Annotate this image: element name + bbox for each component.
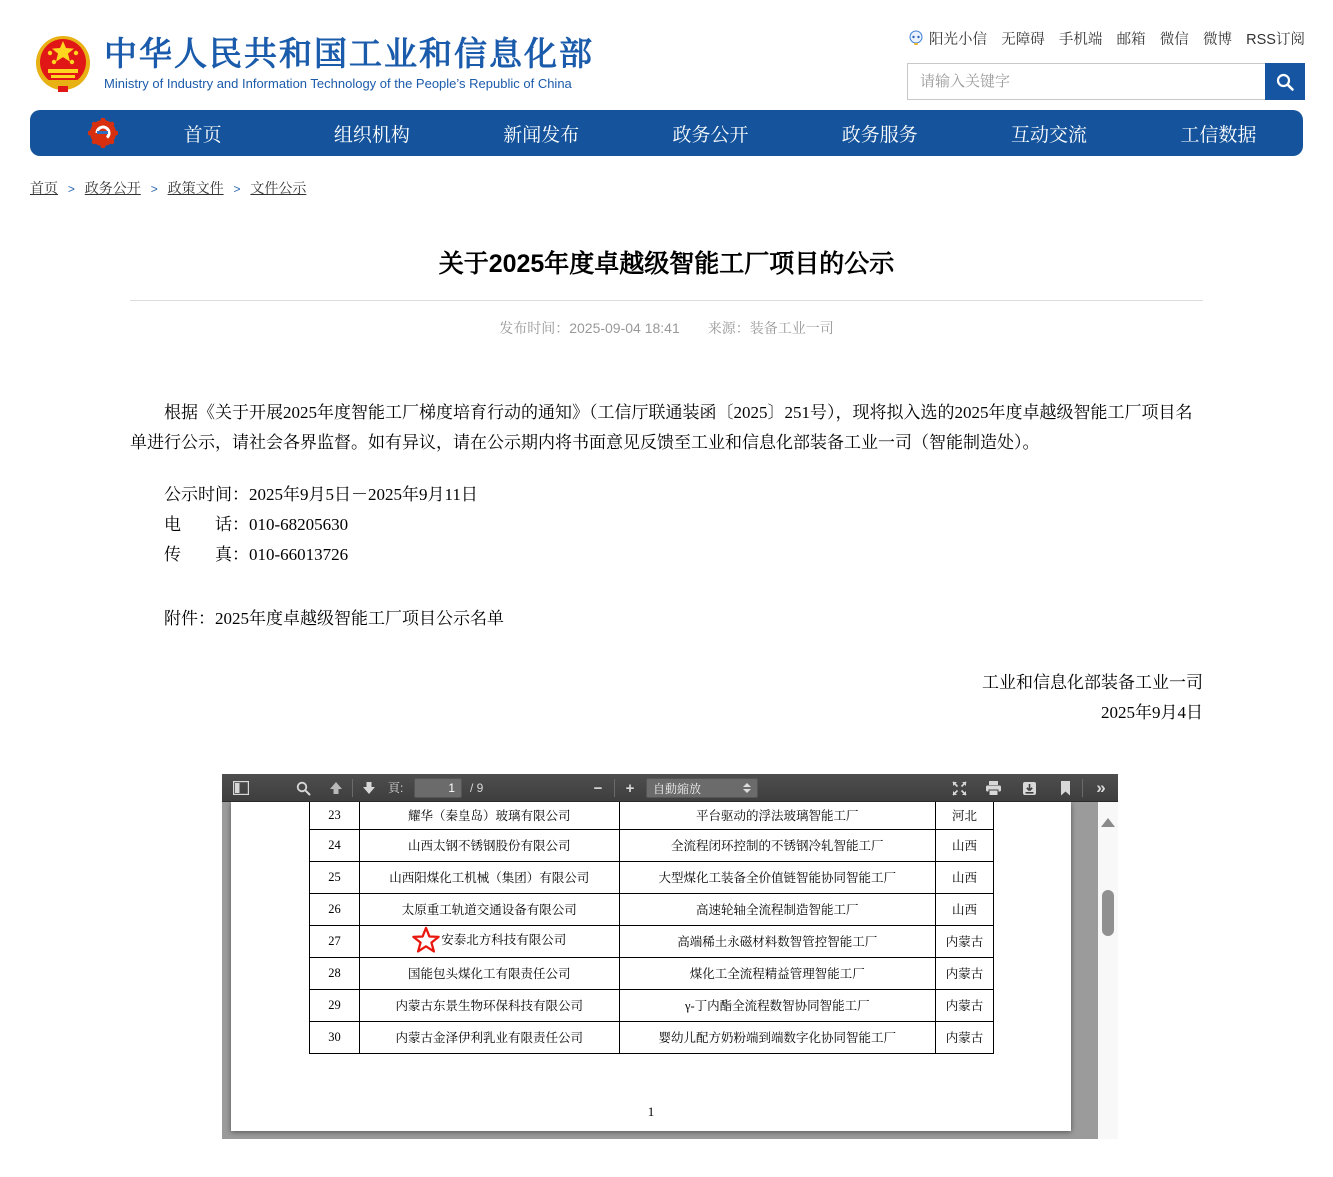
pdf-page-number: 1 xyxy=(647,1103,655,1119)
sidebar-toggle-button[interactable] xyxy=(230,777,252,799)
row-number: 25 xyxy=(310,861,360,893)
page-number-label: 頁: xyxy=(388,781,404,795)
site-brand xyxy=(34,26,594,100)
article xyxy=(130,244,1203,1139)
xiaoxin-robot-icon xyxy=(907,29,925,47)
factory-list-table xyxy=(309,802,994,1054)
table-row xyxy=(310,861,994,893)
toolbar-separator xyxy=(1082,779,1083,797)
presentation-mode-button[interactable] xyxy=(948,777,970,799)
breadcrumb-gov-disclosure[interactable]: 政务公开 xyxy=(84,180,141,196)
phone-line: 电 话：010-68205630 xyxy=(164,515,349,534)
fax-line: 传 真：010-66013726 xyxy=(164,545,349,564)
search-button[interactable] xyxy=(1265,63,1305,100)
quick-link-rss[interactable]: RSS订阅 xyxy=(1246,32,1305,48)
signature-date: 2025年9月4日 xyxy=(1101,703,1203,722)
title-divider xyxy=(130,300,1203,301)
article-source: 来源：装备工业一司 xyxy=(707,320,834,336)
zoom-mode-select[interactable] xyxy=(646,778,758,798)
site-header xyxy=(0,0,1333,100)
nav-item-home[interactable]: 首页 xyxy=(183,124,222,146)
search-icon xyxy=(296,781,311,796)
nav-item-miit-data[interactable]: 工信数据 xyxy=(1180,124,1257,146)
row-number: 30 xyxy=(310,1021,360,1053)
project-cell: 平台驱动的浮法玻璃智能工厂 xyxy=(619,802,935,829)
pdf-scrollbar[interactable] xyxy=(1098,802,1118,1139)
national-emblem-logo xyxy=(34,31,92,95)
project-cell: 煤化工全流程精益管理智能工厂 xyxy=(619,957,935,989)
region-cell: 内蒙古 xyxy=(936,957,994,989)
attachment-link[interactable]: 附件：2025年度卓越级智能工厂项目公示名单 xyxy=(164,609,504,628)
breadcrumb-policy-files[interactable]: 政策文件 xyxy=(167,180,224,196)
fullscreen-icon xyxy=(952,781,967,796)
page-number-input[interactable] xyxy=(414,778,462,798)
project-cell: γ-丁内酯全流程数智协同智能工厂 xyxy=(619,989,935,1021)
search-icon xyxy=(1275,72,1295,92)
row-number: 29 xyxy=(310,989,360,1021)
publicity-period: 公示时间：2025年9月5日－2025年9月11日 xyxy=(164,485,478,504)
page-up-button[interactable] xyxy=(325,777,347,799)
pdf-viewport[interactable] xyxy=(222,802,1118,1139)
quick-link-mail[interactable]: 邮箱 xyxy=(1116,32,1146,48)
row-number: 26 xyxy=(310,893,360,925)
site-subtitle: Ministry of Industry and Information Technology of the People’s Republic of China xyxy=(104,75,572,91)
arrow-down-icon xyxy=(362,781,376,795)
row-number: 23 xyxy=(310,802,360,829)
project-cell: 高端稀土永磁材料数智管控智能工厂 xyxy=(619,925,935,957)
site-title: 中华人民共和国工业和信息化部 xyxy=(104,35,594,73)
quick-link-wechat[interactable]: 微信 xyxy=(1159,32,1189,48)
arrow-up-icon xyxy=(329,781,343,795)
company-cell: 太原重工轨道交通设备有限公司 xyxy=(359,893,619,925)
nav-item-interaction[interactable]: 互动交流 xyxy=(1011,124,1088,146)
region-cell: 内蒙古 xyxy=(936,925,994,957)
region-cell: 山西 xyxy=(936,893,994,925)
search-bar xyxy=(907,63,1305,100)
miit-gear-e-icon xyxy=(88,118,118,148)
nav-item-news[interactable]: 新闻发布 xyxy=(503,124,580,146)
quick-link-weibo[interactable]: 微博 xyxy=(1202,32,1232,48)
table-row xyxy=(310,1021,994,1053)
project-cell: 全流程闭环控制的不锈钢冷轧智能工厂 xyxy=(619,829,935,861)
nav-item-gov-services[interactable]: 政务服务 xyxy=(841,124,918,146)
nav-item-organization[interactable]: 组织机构 xyxy=(333,124,410,146)
breadcrumb-separator: > xyxy=(150,182,158,196)
print-icon xyxy=(985,781,1002,796)
project-cell: 大型煤化工装备全价值链智能协同智能工厂 xyxy=(619,861,935,893)
company-cell: 内蒙古东景生物环保科技有限公司 xyxy=(359,989,619,1021)
zoom-out-button[interactable]: − xyxy=(593,779,603,797)
company-cell: 山西阳煤化工机械（集团）有限公司 xyxy=(359,861,619,893)
breadcrumb-separator: > xyxy=(233,182,241,196)
breadcrumb-separator: > xyxy=(67,182,75,196)
region-cell: 山西 xyxy=(936,829,994,861)
page-title: 关于2025年度卓越级智能工厂项目的公示 xyxy=(438,250,895,278)
quick-link-accessibility[interactable]: 无障碍 xyxy=(1001,32,1045,48)
red-star-annotation-icon xyxy=(412,926,440,954)
table-row xyxy=(310,802,994,829)
company-cell: 国能包头煤化工有限责任公司 xyxy=(359,957,619,989)
article-body xyxy=(130,398,1203,728)
select-spinner-icon xyxy=(743,783,751,793)
more-tools-button[interactable]: » xyxy=(1096,778,1106,797)
download-button[interactable] xyxy=(1018,777,1040,799)
breadcrumb-home[interactable]: 首页 xyxy=(30,180,58,196)
row-number: 27 xyxy=(310,925,360,957)
table-row xyxy=(310,893,994,925)
project-cell: 婴幼儿配方奶粉端到端数字化协同智能工厂 xyxy=(619,1021,935,1053)
region-cell: 内蒙古 xyxy=(936,989,994,1021)
download-icon xyxy=(1022,781,1037,796)
project-cell: 高速轮轴全流程制造智能工厂 xyxy=(619,893,935,925)
quick-link-mobile[interactable]: 手机端 xyxy=(1058,32,1103,48)
company-cell: 内蒙古金泽伊利乳业有限责任公司 xyxy=(359,1021,619,1053)
pdf-page xyxy=(231,802,1071,1131)
sidebar-toggle-icon xyxy=(233,781,249,795)
scroll-up-arrow-icon[interactable] xyxy=(1101,818,1115,827)
publish-time: 发布时间：2025-09-04 18:41 xyxy=(499,320,680,336)
bookmark-icon xyxy=(1060,781,1071,796)
nav-item-gov-disclosure[interactable]: 政务公开 xyxy=(672,124,749,146)
print-button[interactable] xyxy=(982,777,1004,799)
table-row xyxy=(310,829,994,861)
signature-department: 工业和信息化部装备工业一司 xyxy=(982,673,1203,692)
toolbar-separator xyxy=(352,779,353,797)
region-cell: 山西 xyxy=(936,861,994,893)
zoom-mode-value: 自動縮放 xyxy=(653,781,702,796)
scrollbar-thumb[interactable] xyxy=(1102,890,1114,936)
pdf-viewer xyxy=(222,774,1118,1139)
pdf-toolbar xyxy=(222,774,1118,802)
row-number: 24 xyxy=(310,829,360,861)
quick-links xyxy=(907,28,1305,49)
table-row xyxy=(310,989,994,1021)
page-count-label: / 9 xyxy=(470,781,484,795)
region-cell: 河北 xyxy=(936,802,994,829)
find-button[interactable] xyxy=(292,777,314,799)
bookmark-button[interactable] xyxy=(1054,777,1076,799)
company-cell: 安泰北方科技有限公司 xyxy=(359,925,619,957)
table-row xyxy=(310,957,994,989)
paragraph-intro: 根据《关于开展2025年度智能工厂梯度培育行动的通知》（工信厅联通装函〔2025〕251号），现将拟入选的2025年度卓越级智能工厂项目名单进行公示，请社会各界监督。如有异议，请在公示期内将书面意见反馈至工业和信息化部装备工业一司（智能制造处）。 xyxy=(130,403,1193,452)
quick-link-xiaoxin[interactable]: 阳光小信 xyxy=(907,28,987,49)
table-row-starred xyxy=(310,925,994,957)
breadcrumb-file-publicity[interactable]: 文件公示 xyxy=(250,180,307,196)
toolbar-separator xyxy=(614,779,615,797)
breadcrumb xyxy=(30,178,1333,198)
search-input[interactable] xyxy=(907,63,1265,100)
article-meta xyxy=(130,318,1203,338)
page-down-button[interactable] xyxy=(358,777,380,799)
main-nav xyxy=(30,110,1303,156)
company-cell: 耀华（秦皇岛）玻璃有限公司 xyxy=(359,802,619,829)
region-cell: 内蒙古 xyxy=(936,1021,994,1053)
header-utilities xyxy=(907,26,1305,100)
company-cell: 山西太钢不锈钢股份有限公司 xyxy=(359,829,619,861)
row-number: 28 xyxy=(310,957,360,989)
zoom-in-button[interactable]: + xyxy=(625,779,635,797)
